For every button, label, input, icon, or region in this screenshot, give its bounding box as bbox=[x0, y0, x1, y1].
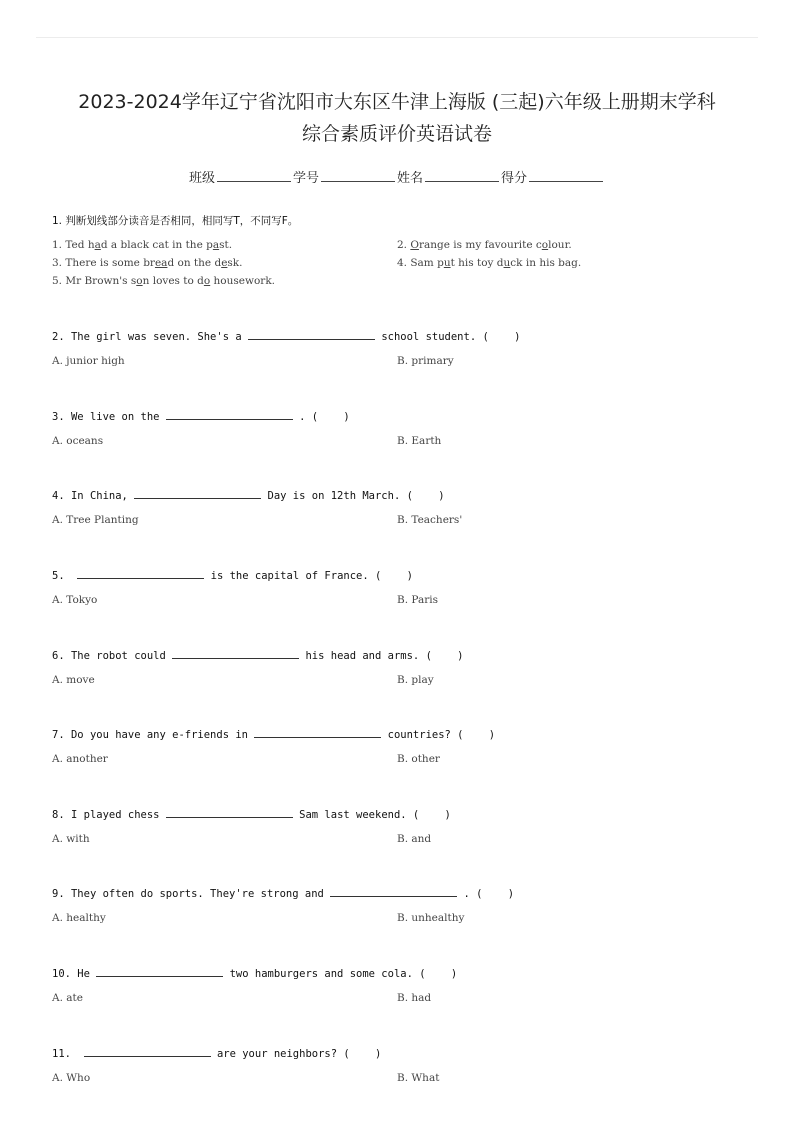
q10-option-b[interactable]: B. had bbox=[397, 992, 432, 1004]
answer-blank[interactable] bbox=[134, 488, 261, 499]
question-5: 5. is the capital of France. ( ) bbox=[52, 570, 413, 582]
q6-option-a[interactable]: A. move bbox=[52, 674, 95, 686]
top-divider bbox=[36, 37, 758, 38]
q5-option-a[interactable]: A. Tokyo bbox=[52, 594, 98, 606]
question-8: 8. I played chess Sam last weekend. ( ) bbox=[52, 809, 451, 821]
id-blank[interactable] bbox=[321, 169, 395, 182]
q2-option-b[interactable]: B. primary bbox=[397, 355, 454, 367]
answer-blank[interactable] bbox=[172, 648, 299, 659]
q6-option-b[interactable]: B. play bbox=[397, 674, 434, 686]
score-blank[interactable] bbox=[529, 169, 603, 182]
q5-option-b[interactable]: B. Paris bbox=[397, 594, 439, 606]
q1-heading: 1. 判断划线部分读音是否相同，相同写T，不同写F。 bbox=[52, 215, 299, 227]
answer-blank[interactable] bbox=[96, 966, 223, 977]
answer-blank[interactable] bbox=[166, 409, 293, 420]
question-9: 9. They often do sports. They're strong and . ( ) bbox=[52, 888, 515, 900]
q1-item-2: 2. Orange is my favourite colour. bbox=[397, 239, 572, 251]
question-11: 11. are your neighbors? ( ) bbox=[52, 1048, 382, 1060]
q9-option-b[interactable]: B. unhealthy bbox=[397, 912, 465, 924]
q9-option-a[interactable]: A. healthy bbox=[52, 912, 106, 924]
q1-item-3: 3. There is some bread on the desk. bbox=[52, 257, 243, 269]
question-4: 4. In China, Day is on 12th March. ( ) bbox=[52, 490, 445, 502]
question-7: 7. Do you have any e-friends in countries? ( ) bbox=[52, 729, 496, 741]
student-info-row bbox=[0, 167, 794, 186]
q3-option-a[interactable]: A. oceans bbox=[52, 435, 104, 447]
exam-title bbox=[40, 86, 754, 150]
title-line-1: 2023-2024学年辽宁省沈阳市大东区牛津上海版 (三起)六年级上册期末学科 bbox=[78, 91, 716, 113]
q7-option-a[interactable]: A. another bbox=[52, 753, 108, 765]
answer-blank[interactable] bbox=[248, 329, 375, 340]
q8-option-b[interactable]: B. and bbox=[397, 833, 432, 845]
answer-blank[interactable] bbox=[166, 807, 293, 818]
title-line-2: 综合素质评价英语试卷 bbox=[301, 123, 492, 145]
q11-option-a[interactable]: A. Who bbox=[52, 1072, 91, 1084]
q10-option-a[interactable]: A. ate bbox=[52, 992, 83, 1004]
q1-item-5: 5. Mr Brown's son loves to do housework. bbox=[52, 275, 276, 287]
q2-option-a[interactable]: A. junior high bbox=[52, 355, 125, 367]
q3-option-b[interactable]: B. Earth bbox=[397, 435, 442, 447]
q4-option-a[interactable]: A. Tree Planting bbox=[52, 514, 139, 526]
answer-blank[interactable] bbox=[254, 727, 381, 738]
name-label: 姓名 bbox=[397, 171, 424, 186]
q4-option-b[interactable]: B. Teachers' bbox=[397, 514, 463, 526]
id-label: 学号 bbox=[292, 171, 319, 186]
answer-blank[interactable] bbox=[77, 568, 204, 579]
name-blank[interactable] bbox=[425, 169, 499, 182]
class-label: 班级 bbox=[188, 171, 215, 186]
q8-option-a[interactable]: A. with bbox=[52, 833, 90, 845]
answer-blank[interactable] bbox=[330, 886, 457, 897]
q1-item-1: 1. Ted had a black cat in the past. bbox=[52, 239, 233, 251]
question-6: 6. The robot could his head and arms. ( ) bbox=[52, 650, 464, 662]
q11-option-b[interactable]: B. What bbox=[397, 1072, 440, 1084]
q1-item-4: 4. Sam put his toy duck in his bag. bbox=[397, 257, 582, 269]
class-blank[interactable] bbox=[217, 169, 291, 182]
question-3: 3. We live on the . ( ) bbox=[52, 411, 350, 423]
question-10: 10. He two hamburgers and some cola. ( ) bbox=[52, 968, 458, 980]
q7-option-b[interactable]: B. other bbox=[397, 753, 440, 765]
question-2: 2. The girl was seven. She's a school student. ( ) bbox=[52, 331, 521, 343]
answer-blank[interactable] bbox=[84, 1046, 211, 1057]
score-label: 得分 bbox=[501, 171, 528, 186]
